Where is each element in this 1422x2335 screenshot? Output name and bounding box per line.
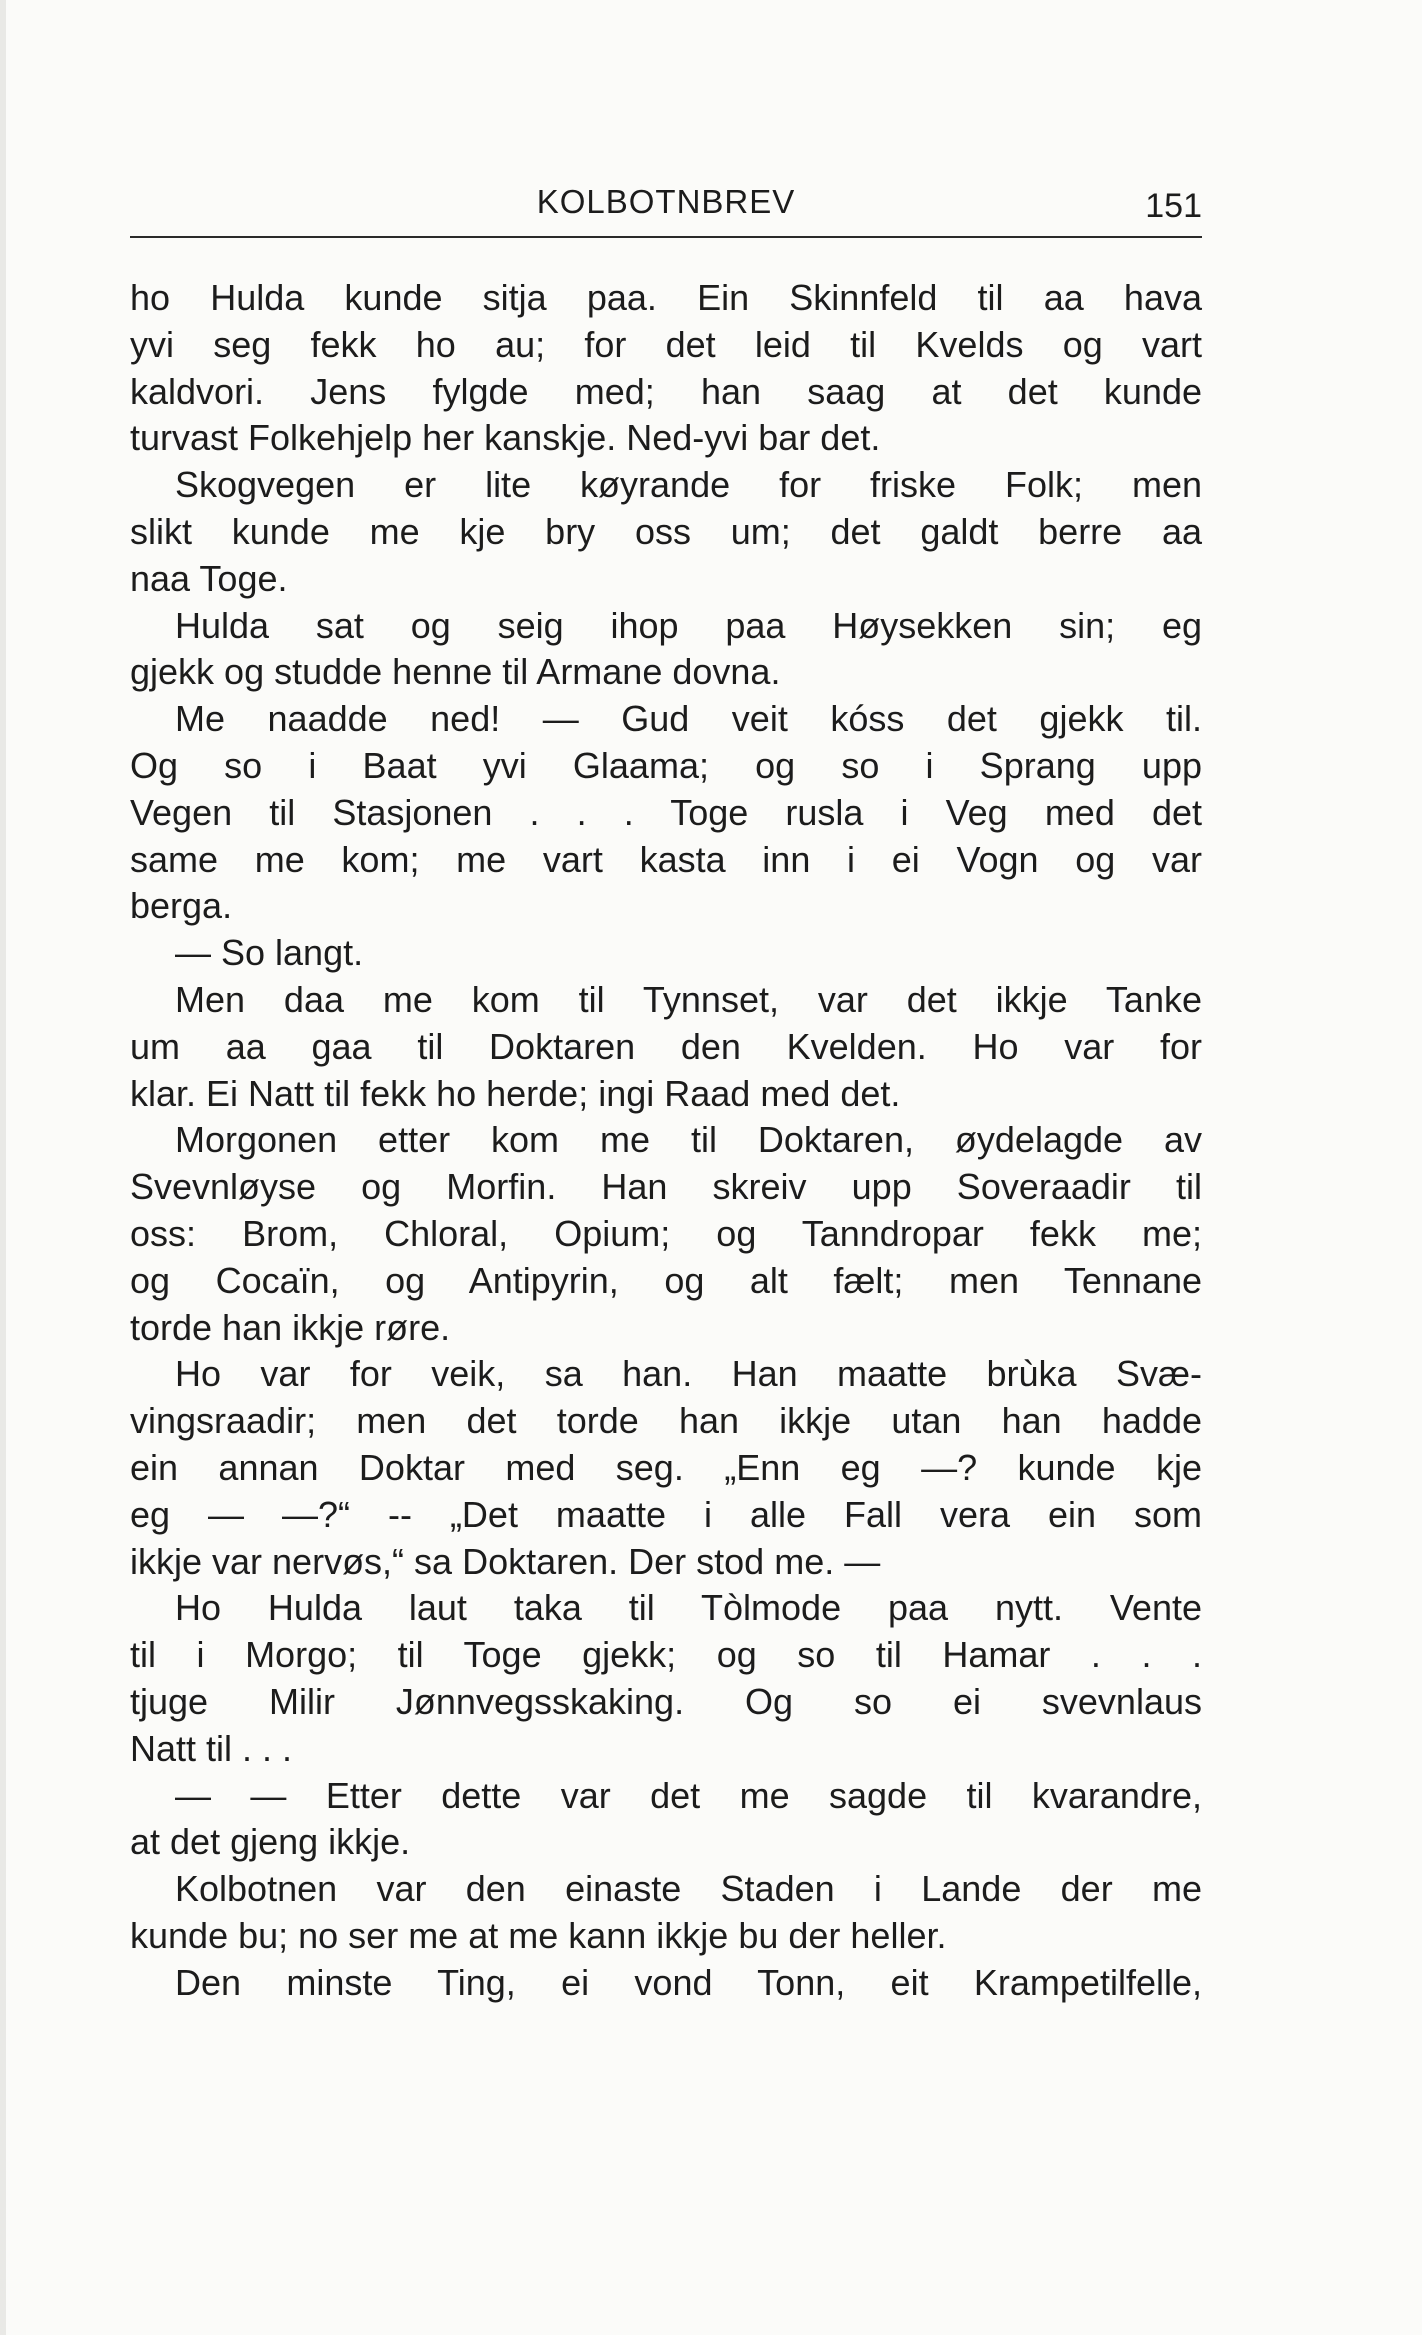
text-line: Og so i Baat yvi Glaama; og so i Sprang upp xyxy=(130,744,1202,786)
text-line: ikkje var nervøs,“ sa Doktaren. Der stod me. — xyxy=(130,1540,881,1582)
text-line: og Cocaïn, og Antipyrin, og alt fælt; men Tennane xyxy=(130,1259,1202,1301)
text-line: Ho var for veik, sa han. Han maatte brùka Svæ- xyxy=(175,1353,1202,1395)
page-edge-shadow xyxy=(0,0,6,2335)
text-line: ein annan Doktar med seg. „Enn eg —? kunde kje xyxy=(130,1446,1202,1488)
text-line: tjuge Milir Jønnvegsskaking. Og so ei svevnlaus xyxy=(130,1680,1202,1722)
text-line: same me kom; me vart kasta inn i ei Vogn og var xyxy=(130,838,1202,880)
text-line: um aa gaa til Doktaren den Kvelden. Ho var for xyxy=(130,1025,1202,1067)
running-title: KOLBOTNBREV xyxy=(536,183,796,220)
text-line: Den minste Ting, ei vond Tonn, eit Krampetilfelle, xyxy=(175,1961,1202,2003)
text-line: Vegen til Stasjonen . . . Toge rusla i Veg med det xyxy=(130,791,1202,833)
page-header xyxy=(130,182,1202,232)
text-line: Natt til . . . xyxy=(130,1727,293,1769)
text-line: ho Hulda kunde sitja paa. Ein Skinnfeld til aa hava xyxy=(130,277,1202,318)
page-number: 151 xyxy=(1145,187,1202,225)
header-rule xyxy=(130,236,1202,238)
text-line: Me naadde ned! — Gud veit kóss det gjekk til. xyxy=(175,698,1202,740)
text-line: Morgonen etter kom me til Doktaren, øydelagde av xyxy=(175,1119,1202,1161)
text-line: — — Etter dette var det me sagde til kvarandre, xyxy=(175,1774,1202,1816)
text-line: Ho Hulda laut taka til Tòlmode paa nytt. Vente xyxy=(175,1587,1202,1629)
text-line: til i Morgo; til Toge gjekk; og so til Hamar . . . xyxy=(130,1634,1202,1676)
text-line: Men daa me kom til Tynnset, var det ikkje Tanke xyxy=(175,978,1202,1020)
text-line: oss: Brom, Chloral, Opium; og Tanndropar fekk me; xyxy=(130,1212,1202,1254)
text-line: slikt kunde me kje bry oss um; det galdt berre aa xyxy=(130,510,1202,552)
text-line: — So langt. xyxy=(175,932,364,974)
text-line: Svevnløyse og Morfin. Han skreiv upp Soveraadir til xyxy=(130,1166,1202,1208)
text-line: naa Toge. xyxy=(130,557,288,599)
body-text xyxy=(130,275,1202,2006)
text-line: eg — —?“ -- „Det maatte i alle Fall vera ein som xyxy=(130,1493,1202,1535)
text-line: gjekk og studde henne til Armane dovna. xyxy=(130,651,781,693)
text-line: berga. xyxy=(130,885,233,927)
text-line: yvi seg fekk ho au; for det leid til Kvelds og vart xyxy=(130,323,1202,365)
text-line: kaldvori. Jens fylgde med; han saag at det kunde xyxy=(130,370,1202,412)
text-line: Skogvegen er lite køyrande for friske Folk; men xyxy=(175,464,1202,506)
text-line: turvast Folkehjelp her kanskje. Ned-yvi bar det. xyxy=(130,417,881,459)
text-line: Hulda sat og seig ihop paa Høysekken sin; eg xyxy=(175,604,1202,646)
text-line: torde han ikkje røre. xyxy=(130,1306,451,1348)
text-line: klar. Ei Natt til fekk ho herde; ingi Raad med det. xyxy=(130,1072,901,1114)
text-line: kunde bu; no ser me at me kann ikkje bu der heller. xyxy=(130,1914,947,1956)
text-line: vingsraadir; men det torde han ikkje utan han hadde xyxy=(130,1400,1202,1442)
text-line: at det gjeng ikkje. xyxy=(130,1821,411,1863)
text-line: Kolbotnen var den einaste Staden i Lande der me xyxy=(175,1868,1202,1910)
